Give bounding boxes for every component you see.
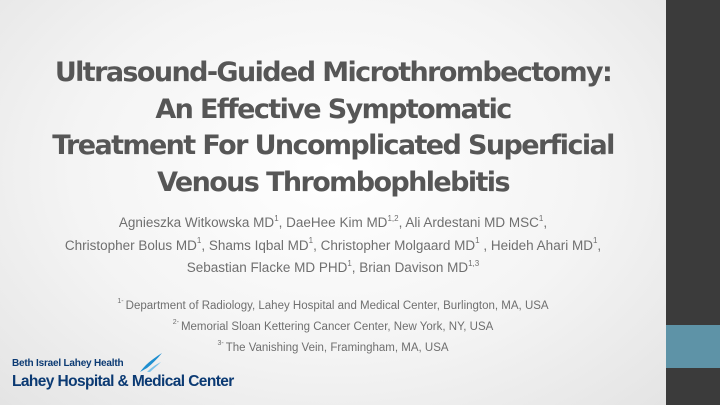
affiliation-text: Department of Radiology, Lahey Hospital and Medical Center, Burlington, MA, USA [125,300,549,312]
author-affil-mark: 1 [274,213,279,223]
author-separator: , [278,215,287,230]
author-separator: , [201,237,209,253]
slide-title [20,55,646,201]
affiliation-item [10,296,656,317]
affiliation-text: Memorial Sloan Kettering Cancer Center, New York, NY, USA [180,321,494,333]
author-affil-mark: 1 [592,236,598,245]
affiliation-number: 3- [217,340,224,348]
affiliation-text: The Vanishing Vein, Framingham, MA, USA [225,342,449,354]
stylized-bird-icon [139,352,163,374]
author-name: Christopher Molgaard MD [320,237,476,253]
logo-health-system-name: Beth Israel Lahey Health [12,358,124,369]
title-line-4: Venous Thrombophlebitis [157,166,509,198]
author-separator: , [543,215,548,230]
author-list [10,212,656,280]
affiliation-number: 2- [172,319,179,327]
author-name: Agnieszka Witkowska MD [118,215,275,230]
author-name: Brian Davison MD [359,260,469,275]
hospital-logo [8,350,234,398]
author-affil-mark: 1,3 [468,258,480,268]
author-affil-mark: 1 [538,213,544,223]
title-line-2: An Effective Symptomatic [155,93,511,125]
author-name: Christopher Bolus MD [64,237,197,253]
author-affil-mark: 1 [196,236,202,245]
author-separator: , [313,237,321,253]
author-affil-mark: 1 [475,236,480,245]
author-line [10,235,656,258]
author-name: DaeHee Kim MD [286,215,388,230]
title-line-1: Ultrasound-Guided Microthrombectomy: [54,57,612,88]
author-separator: , [479,237,491,253]
author-line [10,257,656,280]
author-name: Ali Ardestani MD MSC [405,215,539,230]
affiliation-item [10,317,656,338]
author-name: Heideh Ahari MD [490,237,593,253]
author-separator: , [351,260,360,275]
logo-hospital-name: Lahey Hospital & Medical Center [12,373,234,390]
author-line [10,212,656,235]
author-affil-mark: 1 [308,236,314,245]
author-name: Shams Iqbal MD [208,237,309,253]
affiliation-number: 1- [117,298,124,306]
side-accent-block [666,325,720,368]
title-line-3: Treatment For Uncomplicated Superficial [52,130,614,161]
author-separator: , [597,237,602,253]
author-name: Sebastian Flacke MD PHD [186,260,348,275]
author-separator: , [398,215,406,230]
author-affil-mark: 1,2 [387,213,399,223]
author-affil-mark: 1 [347,258,352,268]
